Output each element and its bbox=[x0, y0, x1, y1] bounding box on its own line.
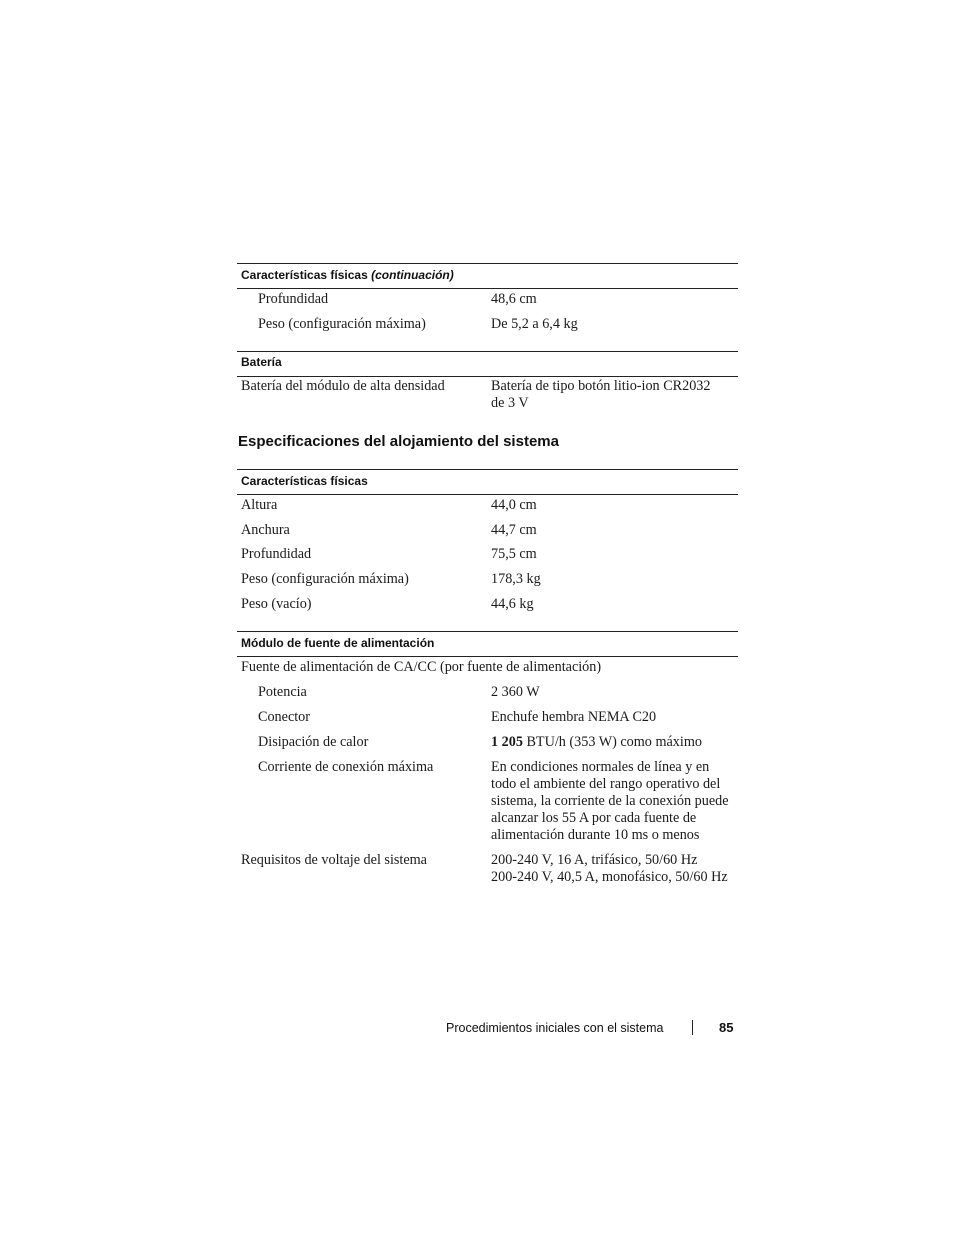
table4-row-value-bold: 1 205 bbox=[491, 734, 523, 750]
table3-header: Características físicas bbox=[241, 474, 368, 488]
table4-row-value-line: alimentación durante 10 ms o menos bbox=[491, 827, 700, 843]
table4-row-label: Conector bbox=[258, 709, 311, 725]
table3-row-label: Anchura bbox=[241, 522, 290, 538]
section-heading: Especificaciones del alojamiento del sistema bbox=[238, 433, 559, 450]
table2-row-value-line1: Batería de tipo botón litio-ion CR2032 bbox=[491, 378, 711, 394]
table3-row-label: Altura bbox=[241, 497, 278, 513]
table3-row-label: Peso (vacío) bbox=[241, 596, 312, 612]
table3-top-rule bbox=[237, 469, 738, 470]
table1-row-label: Profundidad bbox=[258, 291, 329, 307]
table4-row-value-line: todo el ambiente del rango operativo del bbox=[491, 776, 721, 792]
table3-row-value: 44,0 cm bbox=[491, 497, 537, 513]
table2-row-value-line2: de 3 V bbox=[491, 395, 529, 411]
table4-row-value: 2 360 W bbox=[491, 684, 540, 700]
table4-row-label: Requisitos de voltaje del sistema bbox=[241, 852, 427, 868]
table3-row-value: 178,3 kg bbox=[491, 571, 541, 587]
table4-row-label: Potencia bbox=[258, 684, 307, 700]
table4-row-value-line: 200-240 V, 16 A, trifásico, 50/60 Hz bbox=[491, 852, 698, 868]
table4-row-value-rest: BTU/h (353 W) como máximo bbox=[522, 734, 702, 750]
table4-top-rule bbox=[237, 631, 738, 632]
table4-row-value-line: 200-240 V, 40,5 A, monofásico, 50/60 Hz bbox=[491, 869, 728, 885]
table4-row-value-line: sistema, la corriente de la conexión puede bbox=[491, 793, 729, 809]
table4-row-value-line: En condiciones normales de línea y en bbox=[491, 759, 710, 775]
table3-row-label: Peso (configuración máxima) bbox=[241, 571, 409, 587]
table3-row-label: Profundidad bbox=[241, 546, 312, 562]
table3-row-value: 75,5 cm bbox=[491, 546, 537, 562]
table4-row-value: Enchufe hembra NEMA C20 bbox=[491, 709, 657, 725]
table3-header-rule bbox=[237, 494, 738, 495]
table4-row-value bbox=[491, 734, 702, 751]
table4-group-label: Fuente de alimentación de CA/CC (por fuente de alimentación) bbox=[241, 659, 602, 675]
footer-page-number: 85 bbox=[719, 1020, 734, 1035]
table1-header-rule bbox=[237, 288, 738, 289]
table1-header-main: Características físicas bbox=[241, 268, 368, 282]
table4-row-value-line: alcanzar los 55 A por cada fuente de bbox=[491, 810, 697, 826]
table4-header-rule bbox=[237, 656, 738, 657]
table2-header: Batería bbox=[241, 355, 282, 369]
table1-header-suffix: (continuación) bbox=[371, 268, 454, 282]
table2-top-rule bbox=[237, 351, 738, 352]
table3-row-value: 44,6 kg bbox=[491, 596, 534, 612]
table1-header bbox=[241, 268, 454, 282]
table1-top-rule bbox=[237, 263, 738, 264]
footer-chapter-title: Procedimientos iniciales con el sistema bbox=[446, 1021, 664, 1035]
table4-row-label: Corriente de conexión máxima bbox=[258, 759, 434, 775]
table3-row-value: 44,7 cm bbox=[491, 522, 537, 538]
table1-row-label: Peso (configuración máxima) bbox=[258, 316, 426, 332]
footer-separator bbox=[692, 1020, 693, 1035]
table2-header-rule bbox=[237, 376, 738, 377]
table4-row-label: Disipación de calor bbox=[258, 734, 369, 750]
table4-header: Módulo de fuente de alimentación bbox=[241, 636, 435, 650]
table2-row-label: Batería del módulo de alta densidad bbox=[241, 378, 445, 394]
table1-row-value: De 5,2 a 6,4 kg bbox=[491, 316, 578, 332]
table1-row-value: 48,6 cm bbox=[491, 291, 537, 307]
